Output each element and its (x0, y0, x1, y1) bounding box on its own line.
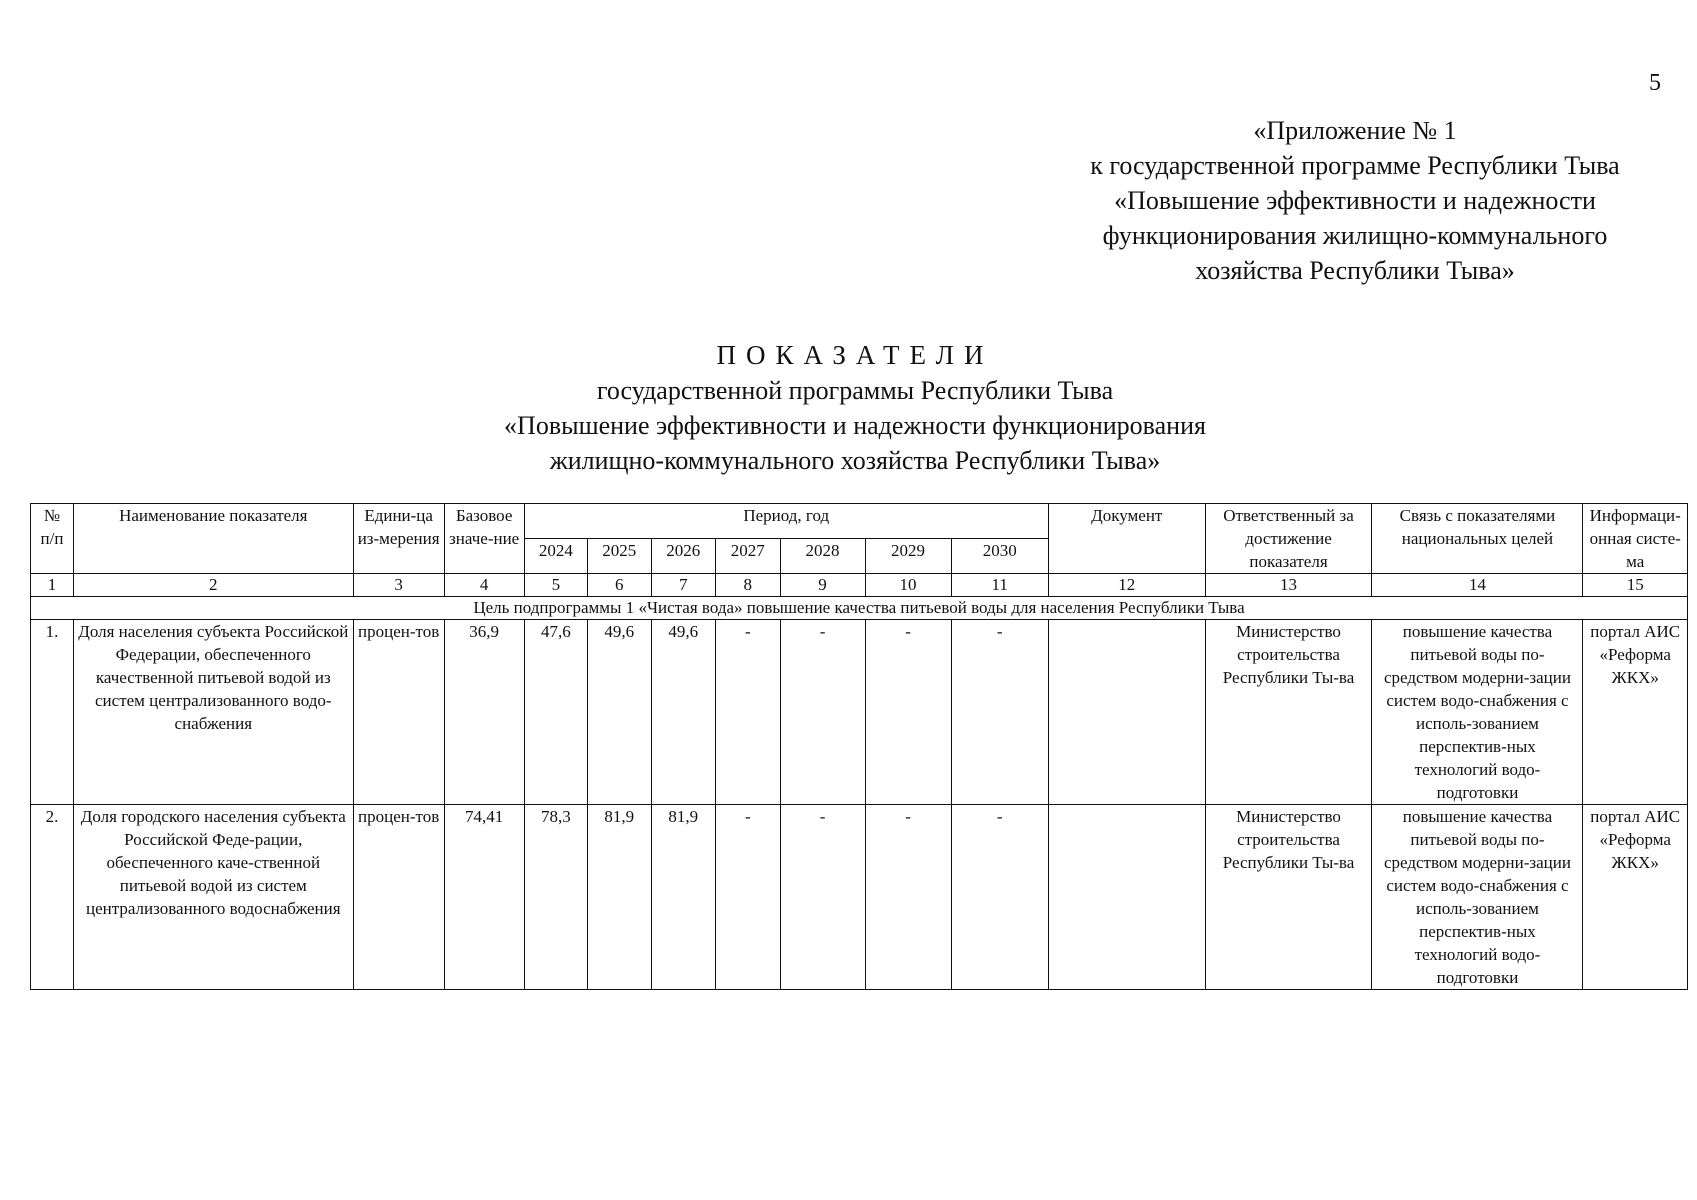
header-name: Наименование показателя (74, 504, 354, 574)
column-number: 10 (865, 574, 951, 597)
row-responsible: Министерство строительства Республики Ты-ва (1205, 620, 1372, 805)
header-responsible: Ответственный за достижение показателя (1205, 504, 1372, 574)
header-year: 2030 (951, 539, 1048, 574)
row-info: портал АИС «Реформа ЖКХ» (1583, 620, 1688, 805)
goal-text: Цель подпрограммы 1 «Чистая вода» повышение качества питьевой воды для населения Республики Тыва (31, 597, 1688, 620)
row-value: 78,3 (524, 805, 587, 990)
appendix-header (1010, 113, 1697, 288)
row-name: Доля городского населения субъекта Российской Феде-рации, обеспеченного каче-ственной питьевой водой из систем централизованного водоснабжения (74, 805, 354, 990)
row-value: - (780, 620, 865, 805)
page-number: 5 (1649, 70, 1661, 96)
row-link: повышение качества питьевой воды по-средством модерни-зации систем водо-снабжения с исполь-зованием перспектив-ных технологий водо-подготовки (1372, 805, 1583, 990)
row-value: - (716, 805, 781, 990)
header-year: 2029 (865, 539, 951, 574)
appendix-line: к государственной программе Республики Тыва (1090, 151, 1620, 180)
header-year: 2025 (588, 539, 651, 574)
header-year: 2028 (780, 539, 865, 574)
row-responsible: Министерство строительства Республики Ты-ва (1205, 805, 1372, 990)
row-value: - (951, 620, 1048, 805)
appendix-line: «Повышение эффективности и надежности (1114, 186, 1596, 215)
row-value: - (780, 805, 865, 990)
header-row (31, 504, 1688, 539)
column-number: 9 (780, 574, 865, 597)
header-link: Связь с показателями национальных целей (1372, 504, 1583, 574)
title-line: жилищно-коммунального хозяйства Республики Тыва» (549, 446, 1161, 475)
appendix-line: «Приложение № 1 (1253, 116, 1457, 145)
row-num: 1. (31, 620, 74, 805)
column-number: 3 (353, 574, 444, 597)
row-base: 36,9 (444, 620, 524, 805)
row-value: 47,6 (524, 620, 587, 805)
header-info: Информаци-онная систе-ма (1583, 504, 1688, 574)
column-number: 4 (444, 574, 524, 597)
column-number: 5 (524, 574, 587, 597)
header-num: № п/п (31, 504, 74, 574)
column-number: 8 (716, 574, 781, 597)
row-value: 49,6 (588, 620, 651, 805)
indicators-table (30, 503, 1688, 990)
header-document: Документ (1048, 504, 1205, 574)
column-number-row (31, 574, 1688, 597)
column-number: 1 (31, 574, 74, 597)
table-row (31, 620, 1688, 805)
title-line: государственной программы Республики Тыва (596, 376, 1114, 405)
document-title (420, 338, 1290, 478)
column-number: 15 (1583, 574, 1688, 597)
column-number: 2 (74, 574, 354, 597)
row-value: 81,9 (651, 805, 716, 990)
appendix-line: хозяйства Республики Тыва» (1195, 256, 1515, 285)
row-name: Доля населения субъекта Российской Федерации, обеспеченного качественной питьевой водой из систем централизованного водо-снабжения (74, 620, 354, 805)
header-period: Период, год (524, 504, 1048, 539)
column-number: 7 (651, 574, 716, 597)
row-unit: процен-тов (353, 805, 444, 990)
row-unit: процен-тов (353, 620, 444, 805)
appendix-line: функционирования жилищно-коммунального (1102, 221, 1608, 250)
table-row (31, 805, 1688, 990)
row-value: 49,6 (651, 620, 716, 805)
row-link: повышение качества питьевой воды по-средством модерни-зации систем водо-снабжения с исполь-зованием перспектив-ных технологий водо-подготовки (1372, 620, 1583, 805)
title-line: «Повышение эффективности и надежности функционирования (504, 411, 1206, 440)
row-value: - (716, 620, 781, 805)
header-unit: Едини-ца из-мерения (353, 504, 444, 574)
row-document (1048, 805, 1205, 990)
column-number: 12 (1048, 574, 1205, 597)
row-num: 2. (31, 805, 74, 990)
header-year: 2027 (716, 539, 781, 574)
row-value: - (951, 805, 1048, 990)
title-main: ПОКАЗАТЕЛИ (716, 340, 994, 370)
row-value: - (865, 620, 951, 805)
column-number: 11 (951, 574, 1048, 597)
column-number: 6 (588, 574, 651, 597)
column-number: 13 (1205, 574, 1372, 597)
column-number: 14 (1372, 574, 1583, 597)
row-info: портал АИС «Реформа ЖКХ» (1583, 805, 1688, 990)
goal-row (31, 597, 1688, 620)
row-value: 81,9 (588, 805, 651, 990)
header-base: Базовое значе-ние (444, 504, 524, 574)
header-year: 2024 (524, 539, 587, 574)
row-value: - (865, 805, 951, 990)
row-document (1048, 620, 1205, 805)
header-year: 2026 (651, 539, 716, 574)
row-base: 74,41 (444, 805, 524, 990)
